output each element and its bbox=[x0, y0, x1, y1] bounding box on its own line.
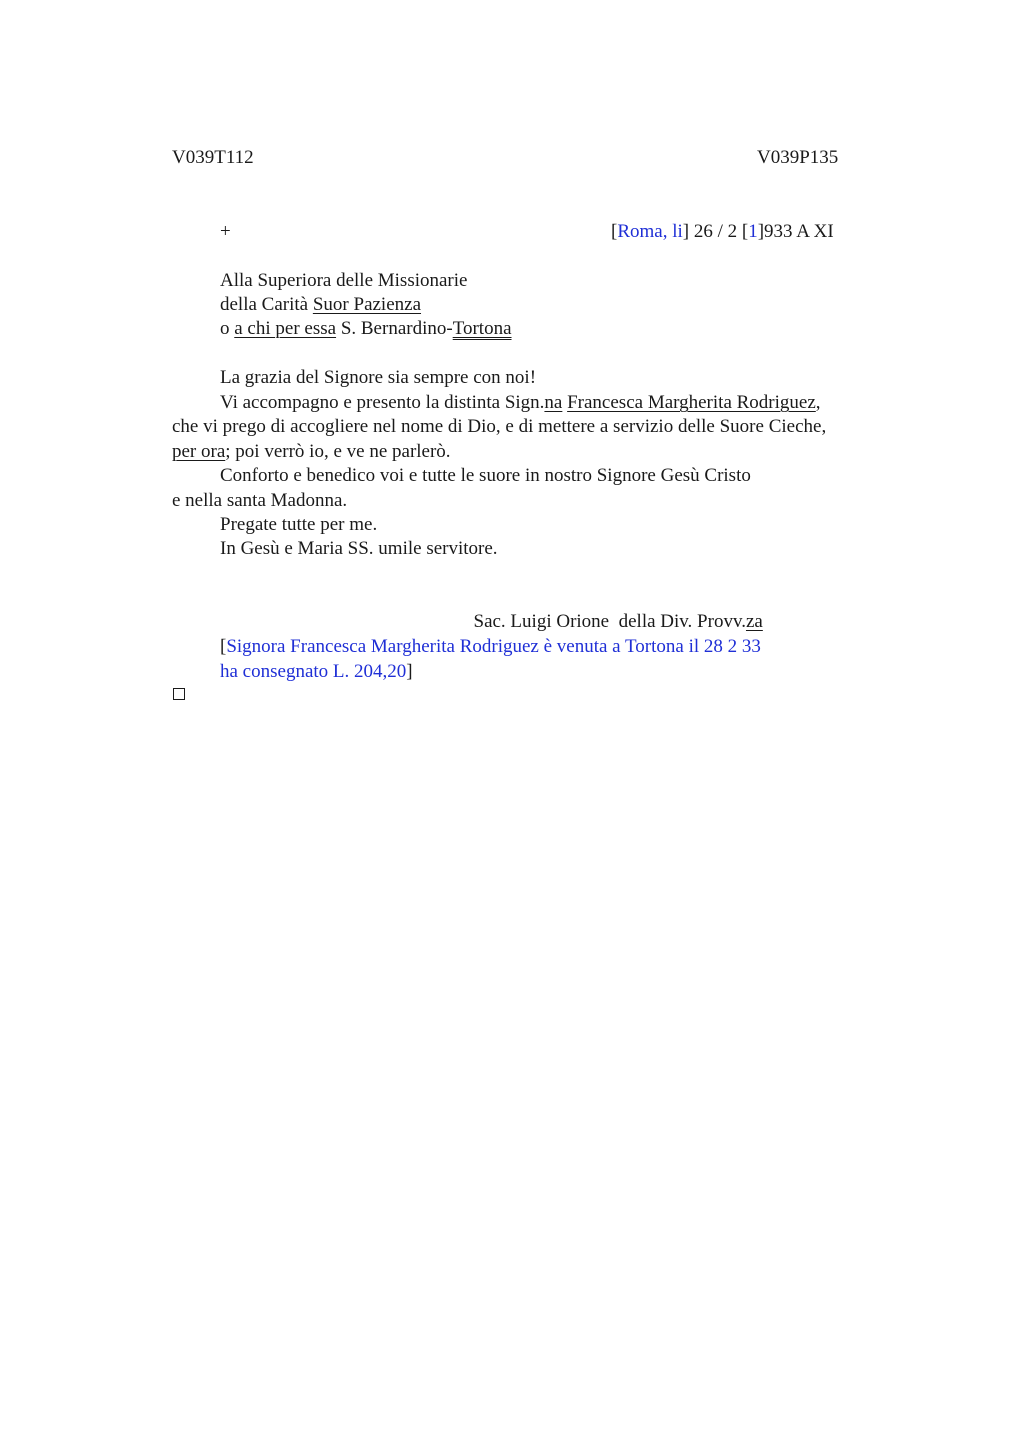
editorial-note-line2 bbox=[220, 660, 413, 684]
body-p4: In Gesù e Maria SS. umile servitore. bbox=[220, 538, 498, 559]
greeting: La grazia del Signore sia sempre con noi! bbox=[220, 367, 537, 388]
note-bracket-open: [ bbox=[220, 636, 227, 657]
note-bracket-close: ] bbox=[406, 661, 413, 682]
body-p1-line3-rest: ; poi verrò io, e ve ne parlerò. bbox=[225, 441, 451, 462]
body-p1-abbrev-suffix: na bbox=[544, 392, 563, 413]
signature bbox=[464, 586, 763, 634]
body-p2-line2: e nella santa Madonna. bbox=[172, 490, 348, 511]
document-code-right: V039P135 bbox=[757, 147, 839, 168]
address-alternate-recipient: a chi per essa bbox=[234, 318, 337, 339]
body-p1-per-ora: per ora bbox=[172, 441, 226, 462]
address-line-3-middle: S. Bernardino- bbox=[336, 318, 453, 339]
address-line-3-prefix: o bbox=[220, 318, 235, 339]
address-line-2-prefix: della Carità bbox=[220, 294, 313, 315]
dateline-bracket2-close: ] bbox=[757, 221, 765, 242]
document-code-left: V039T112 bbox=[172, 147, 254, 168]
address-line-1: Alla Superiora delle Missionarie bbox=[220, 270, 468, 291]
dateline-date-part2: 933 A XI bbox=[764, 221, 834, 242]
cross-symbol: + bbox=[220, 221, 231, 242]
address-recipient-name: Suor Pazienza bbox=[312, 294, 422, 315]
dateline-place: Roma, li bbox=[617, 221, 683, 242]
dateline-year-digit: 1 bbox=[748, 221, 758, 242]
signature-text: Sac. Luigi Orione della Div. Provv. bbox=[473, 611, 746, 632]
body-p1-person-name: Francesca Margherita Rodriguez bbox=[567, 392, 816, 413]
note-text-line2: ha consegnato L. 204,20 bbox=[220, 661, 407, 682]
address-line-2 bbox=[220, 293, 421, 317]
body-p1-comma: , bbox=[815, 392, 821, 413]
dateline-bracket-close: ] bbox=[682, 221, 690, 242]
address-line-3 bbox=[220, 317, 512, 341]
body-p3: Pregate tutte per me. bbox=[220, 514, 378, 535]
dateline-date-part1: 26 / 2 bbox=[689, 221, 742, 242]
dateline-bracket-open: [ bbox=[611, 221, 618, 242]
dateline-bracket2-open: [ bbox=[741, 221, 749, 242]
end-box-icon bbox=[173, 688, 185, 700]
body-p1-line2: che vi prego di accogliere nel nome di Dio, e di mettere a servizio delle Suore Cieche, bbox=[172, 416, 827, 437]
body-p1-line3 bbox=[172, 440, 451, 464]
editorial-note-line1 bbox=[220, 635, 761, 659]
dateline bbox=[611, 220, 834, 244]
body-p1-line1 bbox=[220, 391, 821, 415]
address-city: Tortona bbox=[452, 318, 512, 339]
note-text-line1: Signora Francesca Margherita Rodriguez è venuta a Tortona il 28 2 33 bbox=[226, 636, 761, 657]
body-p2-line1: Conforto e benedico voi e tutte le suore in nostro Signore Gesù Cristo bbox=[220, 465, 751, 486]
body-p1-start: Vi accompagno e presento la distinta Sign. bbox=[220, 392, 545, 413]
signature-suffix: za bbox=[745, 611, 763, 632]
